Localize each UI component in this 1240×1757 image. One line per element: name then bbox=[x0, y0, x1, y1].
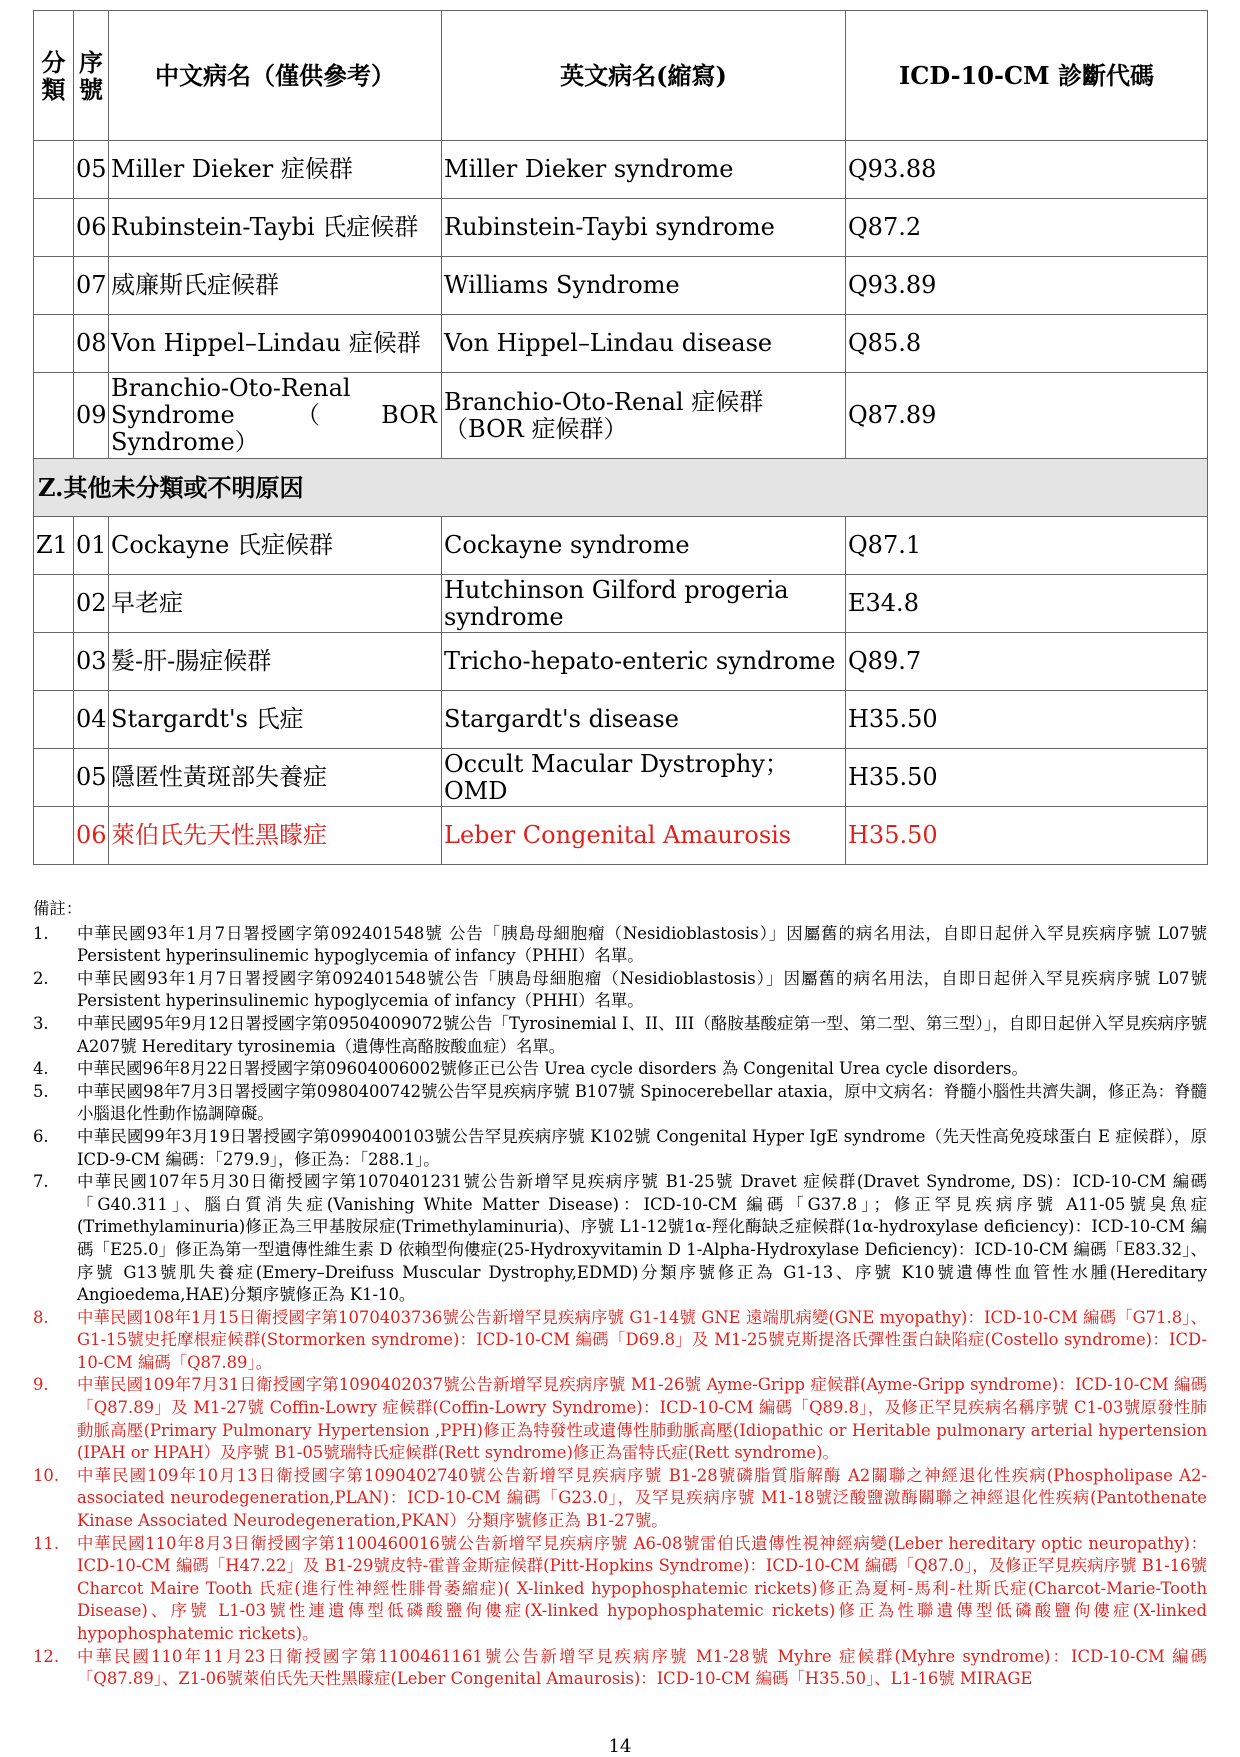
note-number: 11. bbox=[33, 1533, 60, 1553]
bor-line-2-word: Syndrome bbox=[111, 401, 235, 429]
category-cell bbox=[34, 373, 74, 459]
category-cell bbox=[34, 575, 74, 633]
note-number: 4. bbox=[33, 1059, 49, 1079]
english-name-cell bbox=[442, 373, 846, 459]
notes-title: 備註： bbox=[33, 899, 83, 918]
note-item bbox=[33, 1126, 1207, 1171]
english-name-cell: Williams Syndrome bbox=[442, 257, 846, 315]
icd-code-cell: Q93.88 bbox=[846, 141, 1208, 199]
english-name-cell: Rubinstein-Taybi syndrome bbox=[442, 199, 846, 257]
category-cell bbox=[34, 257, 74, 315]
note-item bbox=[33, 1374, 1207, 1464]
table-row bbox=[34, 575, 1208, 633]
note-item bbox=[33, 923, 1207, 968]
note-text: 中華民國107年5月30日衛授國字第1070401231號公告新增罕見疾病序號 B1-25號 Dravet 症候群(Dravet Syndrome, DS)：ICD-10-CM 編碼「G40.311」、腦白質消失症(Vanishing White Matter Disease)：ICD-10-CM 編碼「G37.8」；修正罕見疾病序號 A11-05號臭魚症(Trimethylaminuria)修正為三甲基胺尿症(Trimethylaminuria)、序號 L1-12號1α-羥化酶缺乏症候群(1α-hydroxylase deficiency)：ICD-10-CM 編碼「E25.0」修正為第一型遺傳性維生素 D 依賴型佝僂症(25-Hydroxyvitamin D 1-Alpha-Hydroxylase Deficiency)：ICD-10-CM 編碼「E83.32」、序號 G13號肌失養症(Emery–Dreifuss Muscular Dystrophy,EDMD)分類序號修正為 G1-13、序號 K10號遺傳性血管性水腫(Hereditary Angioedema,HAE)分類序號修正為 K1-10。 bbox=[77, 1172, 1207, 1305]
category-cell bbox=[34, 749, 74, 807]
header-number-text bbox=[76, 49, 106, 103]
english-name-cell: Cockayne syndrome bbox=[442, 517, 846, 575]
notes-list bbox=[33, 923, 1207, 1691]
header-category-text bbox=[36, 49, 71, 103]
icd-code-cell: Q87.89 bbox=[846, 373, 1208, 459]
note-text: 中華民國93年1月7日署授國字第092401548號公告「胰島母細胞瘤（Nesidioblastosis）」因屬舊的病名用法，自即日起併入罕見疾病序號 L07號 Persistent hyperinsulinemic hypoglycemia of infancy（PHHI）名單。 bbox=[77, 968, 1207, 1011]
english-name-cell: Tricho-hepato-enteric syndrome bbox=[442, 633, 846, 691]
notes-section bbox=[33, 898, 1207, 1691]
note-item bbox=[33, 968, 1207, 1013]
chinese-name-cell: 隱匿性黃斑部失養症 bbox=[109, 749, 442, 807]
note-text: 中華民國109年7月31日衛授國字第1090402037號公告新增罕見疾病序號 M1-26號 Ayme-Gripp 症候群(Ayme-Gripp syndrome)：ICD-10-CM 編碼「Q87.89」及 M1-27號 Coffin-Lowry 症候群(Coffin-Lowry Syndrome)：ICD-10-CM 編碼「Q89.8」，及修正罕見疾病名稱序號 C1-03號原發性肺動脈高壓(Primary Pulmonary Hypertension ,PPH)修正為特發性或遺傳性肺動脈高壓(Idiopathic or Heritable pulmonary arterial hypertension (IPAH or HPAH）及序號 B1-05號瑞特氏症候群(Rett syndrome)修正為雷特氏症(Rett syndrome)。 bbox=[77, 1375, 1207, 1463]
icd-code-cell: H35.50 bbox=[846, 749, 1208, 807]
number-cell: 07 bbox=[74, 257, 109, 315]
note-number: 9. bbox=[33, 1375, 49, 1395]
bor-line-2 bbox=[111, 402, 439, 429]
table-row bbox=[34, 141, 1208, 199]
chinese-name-cell bbox=[109, 373, 442, 459]
chinese-name-cell: Rubinstein-Taybi 氏症候群 bbox=[109, 199, 442, 257]
number-cell: 05 bbox=[74, 749, 109, 807]
icd-code-cell: Q85.8 bbox=[846, 315, 1208, 373]
note-text: 中華民國96年8月22日署授國字第09604006002號修正已公告 Urea cycle disorders 為 Congenital Urea cycle disorders。 bbox=[77, 1059, 1028, 1079]
number-cell: 03 bbox=[74, 633, 109, 691]
table-row bbox=[34, 633, 1208, 691]
note-text: 中華民國110年11月23日衛授國字第1100461161號公告新增罕見疾病序號 M1-28號 Myhre 症候群(Myhre syndrome)：ICD-10-CM 編碼「Q87.89」、Z1-06號萊伯氏先天性黑矇症(Leber Congenital Amaurosis)：ICD-10-CM 編碼「H35.50」、L1-16號 MIRAGE bbox=[77, 1646, 1207, 1689]
number-cell: 09 bbox=[74, 373, 109, 459]
table-row bbox=[34, 749, 1208, 807]
note-number: 2. bbox=[33, 968, 49, 988]
header-number-text-char: 序 bbox=[79, 47, 103, 77]
chinese-name-cell: Miller Dieker 症候群 bbox=[109, 141, 442, 199]
category-cell: Z1 bbox=[34, 517, 74, 575]
header-category bbox=[34, 11, 74, 141]
header-number bbox=[74, 11, 109, 141]
header-category-text-char: 類 bbox=[41, 74, 66, 104]
note-text: 中華民國99年3月19日署授國字第0990400103號公告罕見疾病序號 K102號 Congenital Hyper IgE syndrome（先天性高免疫球蛋白 E 症候群），原 ICD-9-CM 編碼：「279.9」，修正為：「288.1」。 bbox=[77, 1126, 1207, 1169]
category-cell bbox=[34, 141, 74, 199]
icd-code-cell: Q93.89 bbox=[846, 257, 1208, 315]
section-title: Z.其他未分類或不明原因 bbox=[34, 459, 1208, 517]
note-number: 12. bbox=[33, 1646, 60, 1666]
bor-line-2-abbr: BOR bbox=[381, 401, 437, 429]
note-number: 3. bbox=[33, 1013, 49, 1033]
chinese-name-cell: Von Hippel–Lindau 症候群 bbox=[109, 315, 442, 373]
chinese-name-cell: Cockayne 氏症候群 bbox=[109, 517, 442, 575]
header-english-name: 英文病名(縮寫) bbox=[442, 11, 846, 141]
note-item bbox=[33, 1171, 1207, 1307]
table-row bbox=[34, 315, 1208, 373]
note-item bbox=[33, 1533, 1207, 1646]
header-number-text-char: 號 bbox=[79, 74, 103, 104]
table-row bbox=[34, 807, 1208, 865]
category-cell bbox=[34, 633, 74, 691]
table-row bbox=[34, 257, 1208, 315]
english-name-cell: Von Hippel–Lindau disease bbox=[442, 315, 846, 373]
category-cell bbox=[34, 691, 74, 749]
note-text: 中華民國108年1月15日衛授國字第1070403736號公告新增罕見疾病序號 G1-14號 GNE 遠端肌病變(GNE myopathy)：ICD-10-CM 編碼「G71.8」、G1-15號史托摩根症候群(Stormorken syndrome)：ICD-10-CM 編碼「D69.8」及 M1-25號克斯提洛氏彈性蛋白缺陷症(Costello syndrome)：ICD-10-CM 編碼「Q87.89」。 bbox=[77, 1307, 1207, 1372]
table-row bbox=[34, 373, 1208, 459]
note-text: 中華民國93年1月7日署授國字第092401548號 公告「胰島母細胞瘤（Nesidioblastosis）」因屬舊的病名用法，自即日起併入罕見疾病序號 L07號 Persistent hyperinsulinemic hypoglycemia of infancy（PHHI）名單。 bbox=[77, 923, 1207, 966]
number-cell: 04 bbox=[74, 691, 109, 749]
header-icd-code: ICD-10-CM 診斷代碼 bbox=[846, 11, 1208, 141]
page-number: 14 bbox=[608, 1736, 632, 1757]
header-chinese-name: 中文病名（僅供參考） bbox=[109, 11, 442, 141]
icd-code-cell: Q87.2 bbox=[846, 199, 1208, 257]
chinese-name-cell: 萊伯氏先天性黑矇症 bbox=[109, 807, 442, 865]
note-number: 6. bbox=[33, 1126, 49, 1146]
chinese-name-cell: Stargardt's 氏症 bbox=[109, 691, 442, 749]
category-cell bbox=[34, 199, 74, 257]
note-item bbox=[33, 1307, 1207, 1375]
table-row bbox=[34, 517, 1208, 575]
note-item bbox=[33, 1646, 1207, 1691]
table-header-row bbox=[34, 11, 1208, 141]
number-cell: 08 bbox=[74, 315, 109, 373]
header-category-text-char: 分 bbox=[41, 47, 66, 77]
number-cell: 02 bbox=[74, 575, 109, 633]
english-name-cell: Miller Dieker syndrome bbox=[442, 141, 846, 199]
bor-line-2-paren: （ bbox=[295, 401, 320, 429]
bor-en-line-2: （BOR 症候群） bbox=[444, 414, 628, 443]
category-cell bbox=[34, 315, 74, 373]
chinese-name-cell: 早老症 bbox=[109, 575, 442, 633]
table-row bbox=[34, 691, 1208, 749]
note-text: 中華民國95年9月12日署授國字第09504009072號公告「Tyrosinemial I、II、III（酪胺基酸症第一型、第二型、第三型）」，自即日起併入罕見疾病序號 A207號 Hereditary tyrosinemia（遺傳性高酪胺酸血症）名單。 bbox=[77, 1013, 1207, 1056]
category-cell bbox=[34, 807, 74, 865]
note-text: 中華民國110年8月3日衛授國字第1100460016號公告新增罕見疾病序號 A6-08號雷伯氏遺傳性視神經病變(Leber hereditary optic neuropathy)：ICD-10-CM 編碼「H47.22」及 B1-29號皮特-霍普金斯症候群(Pitt-Hopkins Syndrome)：ICD-10-CM 編碼「Q87.0」，及修正罕見疾病序號 B1-16號 Charcot Maire Tooth 氏症(進行性神經性腓骨萎縮症)( X-linked hypophosphatemic rickets)修正為夏柯-馬利-杜斯氏症(Charcot-Marie-Tooth Disease)、序號 L1-03號性連遺傳型低磷酸鹽佝僂症(X-linked hypophosphatemic rickets)修正為性聯遺傳型低磷酸鹽佝僂症(X-linked hypophosphatemic rickets)。 bbox=[77, 1533, 1207, 1643]
bor-line-3: Syndrome） bbox=[111, 428, 259, 456]
note-item bbox=[33, 1465, 1207, 1533]
bor-line-1: Branchio-Oto-Renal bbox=[111, 374, 351, 402]
rare-disease-table bbox=[33, 10, 1208, 865]
chinese-name-cell: 髮-肝-腸症候群 bbox=[109, 633, 442, 691]
icd-code-cell: Q89.7 bbox=[846, 633, 1208, 691]
number-cell: 06 bbox=[74, 199, 109, 257]
note-number: 8. bbox=[33, 1307, 49, 1327]
note-item bbox=[33, 1013, 1207, 1058]
number-cell: 01 bbox=[74, 517, 109, 575]
english-name-cell: Hutchinson Gilford progeria syndrome bbox=[442, 575, 846, 633]
note-text: 中華民國109年10月13日衛授國字第1090402740號公告新增罕見疾病序號 B1-28號磷脂質脂解酶 A2關聯之神經退化性疾病(Phospholipase A2-associated neurodegeneration,PLAN)：ICD-10-CM 編碼「G23.0」，及罕見疾病序號 M1-18號泛酸鹽激酶關聯之神經退化性疾病(Pantothenate Kinase Associated Neurodegeneration,PKAN）分類序號修正為 B1-27號。 bbox=[77, 1465, 1207, 1531]
chinese-name-cell: 威廉斯氏症候群 bbox=[109, 257, 442, 315]
english-name-cell: Stargardt's disease bbox=[442, 691, 846, 749]
note-number: 5. bbox=[33, 1081, 49, 1101]
english-name-cell: Leber Congenital Amaurosis bbox=[442, 807, 846, 865]
english-name-cell: Occult Macular Dystrophy；OMD bbox=[442, 749, 846, 807]
icd-code-cell: H35.50 bbox=[846, 691, 1208, 749]
note-number: 7. bbox=[33, 1172, 49, 1192]
number-cell: 06 bbox=[74, 807, 109, 865]
note-item bbox=[33, 1081, 1207, 1126]
icd-code-cell: Q87.1 bbox=[846, 517, 1208, 575]
icd-code-cell: E34.8 bbox=[846, 575, 1208, 633]
icd-code-cell: H35.50 bbox=[846, 807, 1208, 865]
bor-en-line-1: Branchio-Oto-Renal 症候群 bbox=[444, 387, 764, 416]
section-row bbox=[34, 459, 1208, 517]
note-text: 中華民國98年7月3日署授國字第0980400742號公告罕見疾病序號 B107號 Spinocerebellar ataxia，原中文病名：脊髓小腦性共濟失調，修正為：脊髓小腦退化性動作協調障礙。 bbox=[77, 1081, 1207, 1124]
note-number: 10. bbox=[33, 1465, 60, 1485]
number-cell: 05 bbox=[74, 141, 109, 199]
note-number: 1. bbox=[33, 923, 49, 943]
table-row bbox=[34, 199, 1208, 257]
note-item bbox=[33, 1058, 1207, 1081]
